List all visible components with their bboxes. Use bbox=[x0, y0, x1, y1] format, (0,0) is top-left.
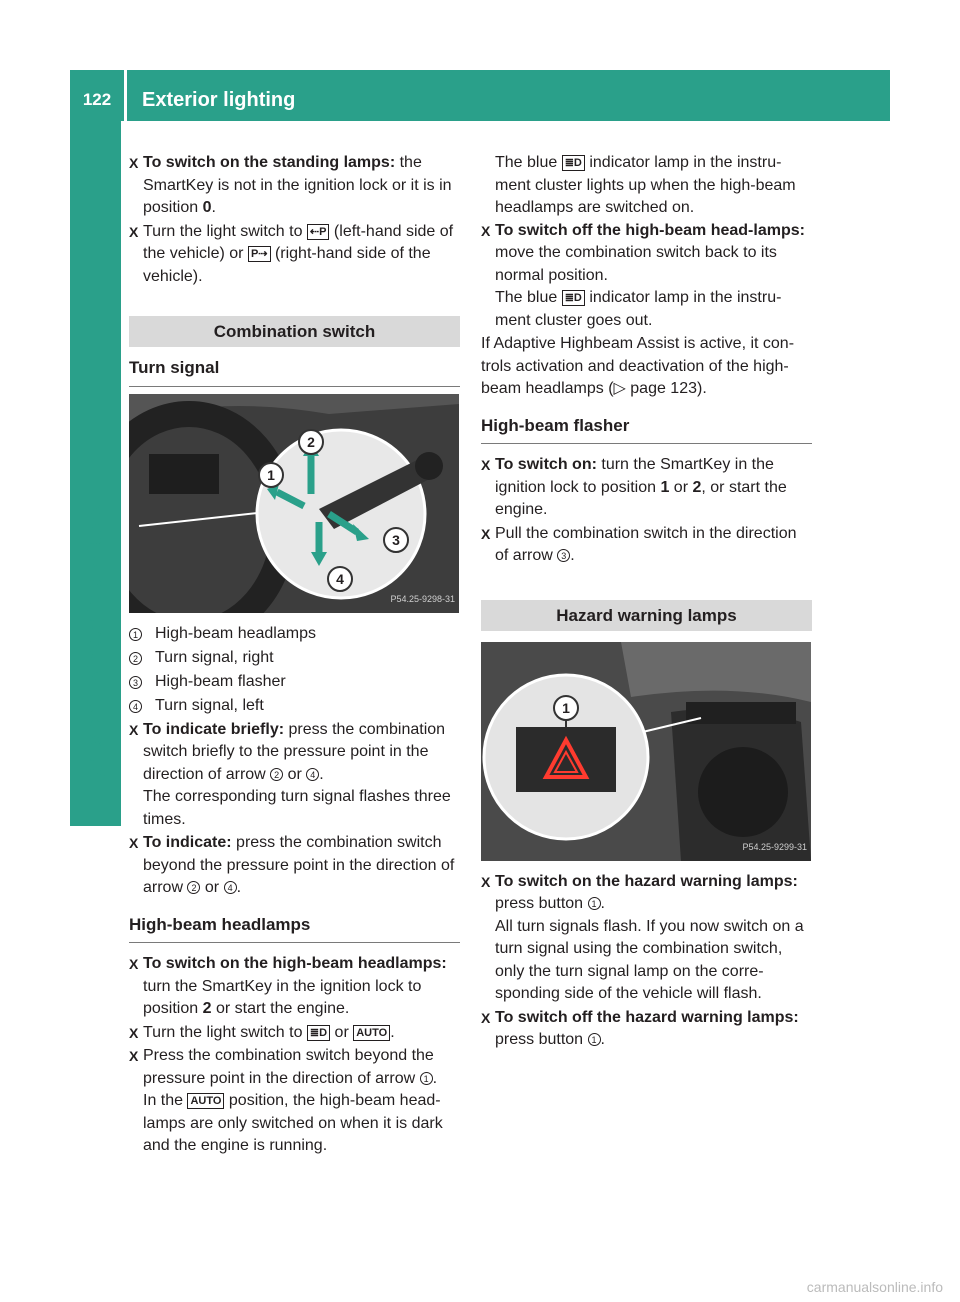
turn-signal-heading: Turn signal bbox=[129, 357, 460, 387]
high-beam-headlamps-heading: High-beam headlamps bbox=[129, 914, 460, 944]
parking-lamp-left-icon: ⇠P bbox=[307, 224, 330, 240]
legend-list bbox=[129, 623, 460, 719]
combination-switch-heading: Combination switch bbox=[129, 316, 460, 347]
step-arrow-icon: X bbox=[129, 1024, 139, 1041]
legend-item: 2 Turn signal, right bbox=[129, 647, 460, 671]
step-flasher-pull: X Pull the combination switch in the direction of arrow 3 . bbox=[481, 524, 797, 564]
step-light-switch-parking: X Turn the light switch to ⇠P (left-hand side of the vehicle) or P⇢ (right-hand side of the vehicle). bbox=[129, 222, 454, 285]
callout-3: 3 bbox=[383, 527, 409, 553]
left-column bbox=[129, 152, 460, 1159]
step-hazard-off: X To switch off the hazard warning lamps: press button 1 . bbox=[481, 1008, 799, 1048]
step-arrow-icon: X bbox=[481, 525, 491, 542]
step-indicate: X To indicate: press the combination switch beyond the pressure point in the direction of arrow 2 or 4 . bbox=[129, 834, 455, 896]
step-arrow-icon: X bbox=[481, 873, 491, 890]
combination-switch-figure bbox=[129, 394, 459, 613]
figure-code: P54.25-9298-31 bbox=[390, 594, 455, 604]
callout-1: 1 bbox=[258, 462, 284, 488]
chapter-label: Lights and windshield wipers bbox=[82, 503, 106, 797]
step-light-switch-high-beam: X Turn the light switch to ≣D or AUTO . bbox=[129, 1022, 460, 1045]
figure-code: P54.25-9299-31 bbox=[742, 842, 807, 852]
auto-light-icon: AUTO bbox=[187, 1093, 224, 1109]
legend-item: 4 Turn signal, left bbox=[129, 695, 460, 719]
hazard-console-illustration bbox=[481, 642, 811, 861]
step-hazard-on: X To switch on the hazard warning lamps: press button 1 . All turn signals flash. If you now switch on a turn signal using the combination switch, only the turn signal lamp on the corre-sponding side of the vehicle will flash. bbox=[481, 872, 804, 1002]
step-arrow-icon: X bbox=[129, 155, 139, 171]
step-arrow-icon: X bbox=[481, 222, 491, 239]
step-arrow-icon: X bbox=[481, 457, 491, 473]
low-beam-icon: ≣D bbox=[307, 1025, 330, 1041]
step-arrow-icon: X bbox=[129, 1048, 139, 1064]
watermark: carmanualsonline.info bbox=[806, 1279, 943, 1295]
step-flasher-switch-on: X To switch on: turn the SmartKey in the ignition lock to position 1 or 2, or start the engine. bbox=[481, 456, 787, 518]
step-arrow-icon: X bbox=[129, 835, 139, 851]
step-arrow-icon: X bbox=[129, 956, 139, 972]
parking-lamp-right-icon: P⇢ bbox=[248, 246, 271, 262]
step-arrow-icon: X bbox=[129, 223, 139, 240]
step-arrow-icon: X bbox=[481, 1009, 491, 1026]
step-high-beam-off: X To switch off the high-beam head-lamps: move the combination switch back to its normal position. The blue ≣D indicator lamp in the instru-ment cluster goes out. bbox=[481, 221, 805, 329]
hazard-button-figure bbox=[481, 642, 811, 861]
high-beam-flasher-heading: High-beam flasher bbox=[481, 415, 812, 445]
callout-1: 1 bbox=[553, 695, 579, 721]
callout-2: 2 bbox=[298, 429, 324, 455]
step-arrow-icon: X bbox=[129, 721, 139, 738]
hazard-warning-heading: Hazard warning lamps bbox=[481, 600, 812, 631]
auto-light-icon: AUTO bbox=[353, 1025, 390, 1041]
page-number: 122 bbox=[82, 90, 112, 109]
step-press-combination-switch: X Press the combination switch beyond the pressure point in the direction of arrow 1 . In the AUTO position, the high-beam head-lamps are only switched on when it is dark and the engine is running. bbox=[129, 1047, 443, 1154]
header-separator bbox=[124, 70, 127, 121]
high-beam-indicator-icon: ≣D bbox=[562, 290, 585, 306]
step-indicate-briefly: X To indicate briefly: press the combination switch briefly to the pressure point in the direction of arrow 2 or 4 . The corresponding turn signal flashes three times. bbox=[129, 720, 451, 828]
right-column bbox=[481, 152, 812, 1053]
legend-item: 1 High-beam headlamps bbox=[129, 623, 460, 647]
step-standing-lamps: X To switch on the standing lamps: the SmartKey is not in the ignition lock or it is in position 0. bbox=[129, 154, 452, 216]
adaptive-highbeam-note: If Adaptive Highbeam Assist is active, it con-trols activation and deactivation of the high-beam headlamps (▷ page 123). bbox=[481, 335, 795, 397]
legend-item: 3 High-beam flasher bbox=[129, 671, 460, 695]
step-high-beam-on: X To switch on the high-beam headlamps: turn the SmartKey in the ignition lock to position 2 or start the engine. bbox=[129, 955, 447, 1017]
combination-switch-illustration bbox=[129, 394, 459, 613]
section-title: Exterior lighting bbox=[142, 89, 296, 111]
callout-4: 4 bbox=[327, 566, 353, 592]
blue-indicator-on-note: The blue ≣D indicator lamp in the instru-ment cluster lights up when the high-beam headlamps are switched on. bbox=[495, 154, 796, 216]
high-beam-indicator-icon: ≣D bbox=[562, 155, 585, 171]
